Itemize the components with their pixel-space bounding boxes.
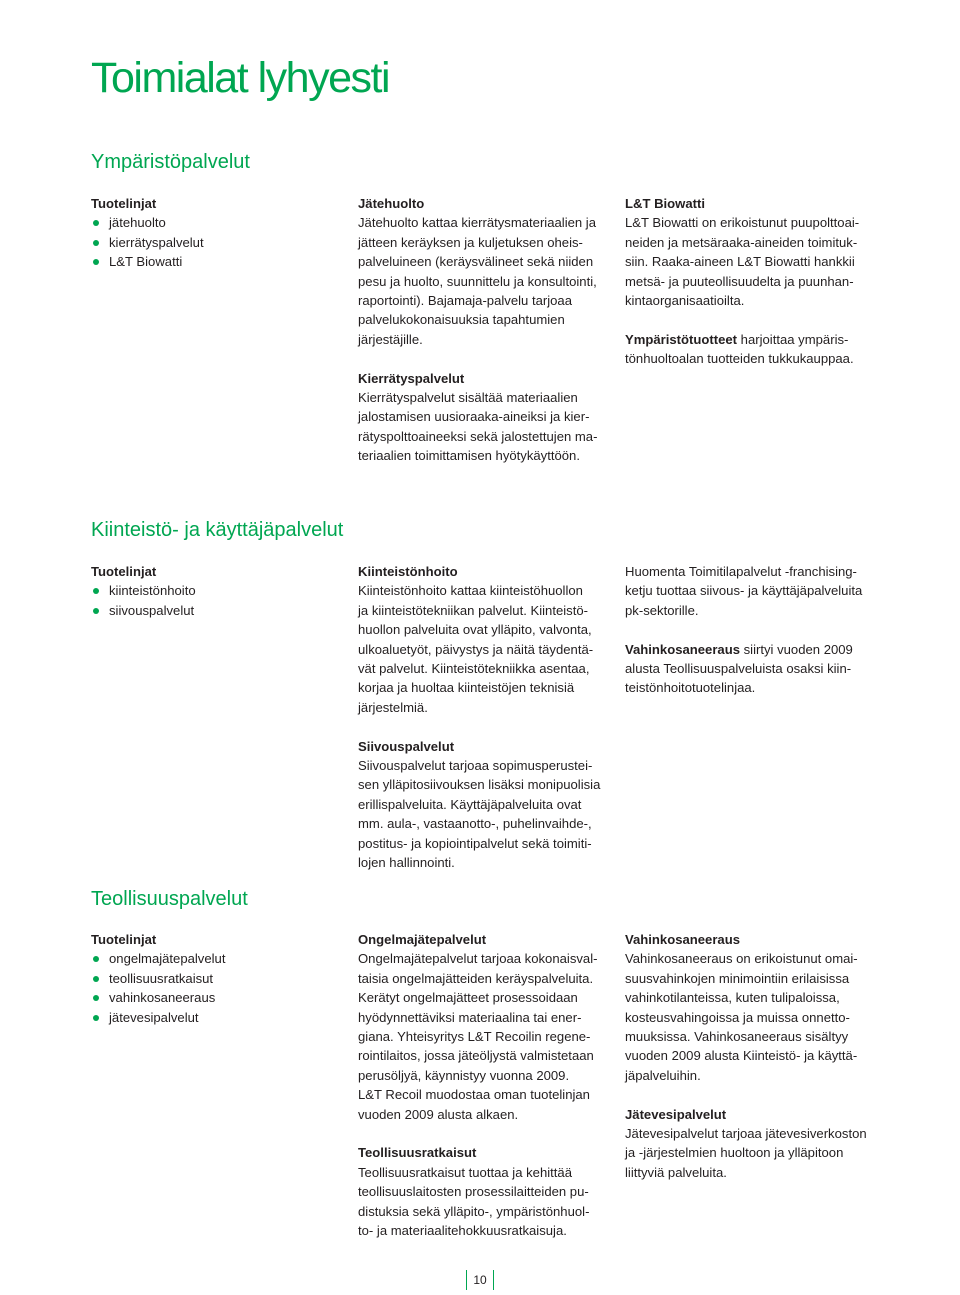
paragraph-line: ja -järjestelmien huoltoon ja ylläpitoon [625, 1145, 844, 1161]
subheading: Vahinkosaneeraus [625, 932, 740, 947]
list-item: L&T Biowatti [91, 252, 321, 271]
paragraph-line: sen ylläpitosiivouksen lisäksi monipuolisia [358, 777, 601, 793]
paragraph-line: kosteusvahingoissa ja muissa onnetto- [625, 1009, 850, 1025]
list-item: vahinkosaneeraus [91, 988, 321, 1007]
paragraph-line: tönhuoltoalan tuotteiden tukkukauppaa. [625, 351, 854, 367]
paragraph-line: kintaorganisaatioilta. [625, 293, 745, 309]
paragraph-line: Jätevesipalvelut tarjoaa jätevesiverkoston [625, 1126, 867, 1142]
lead-rest: harjoittaa ympäris- [737, 331, 849, 347]
paragraph-line: muuksissa. Vahinkosaneeraus sisältyy [625, 1029, 849, 1045]
product-lines-heading: Tuotelinjat [91, 564, 157, 579]
paragraph-line: postitus- ja kopiointipalvelut sekä toimiti- [358, 835, 592, 851]
section-heading-ymparisto: Ympäristöpalvelut [91, 151, 250, 173]
paragraph-line: teistönhoitotuotelinjaa. [625, 680, 756, 696]
paragraph-line: järjestelmiä. [358, 699, 428, 715]
product-lines-kiinteisto [91, 562, 321, 620]
paragraph-line: giana. Yhteisyritys L&T Recoilin regene- [358, 1029, 591, 1045]
paragraph-line: Kiinteistönhoito kattaa kiinteistöhuollon [358, 583, 583, 599]
bold-lead: Vahinkosaneeraus [625, 641, 740, 657]
paragraph-line: palvelukokonaisuuksia tapahtumien [358, 312, 565, 328]
paragraph-line: palveluineen (keräysvälineet sekä niiden [358, 254, 594, 270]
paragraph-line: to- ja materiaalitehokkuusratkaisuja. [358, 1223, 567, 1239]
paragraph-line: erillispalveluita. Käyttäjäpalveluita ovat [358, 796, 582, 812]
paragraph-line: metsä- ja puuteollisuudelta ja puunhan- [625, 273, 854, 289]
paragraph-line: Ongelmajätepalvelut tarjoaa kokonaisval- [358, 951, 598, 967]
list-item: jätevesipalvelut [91, 1008, 321, 1027]
page-number-divider [466, 1270, 467, 1290]
description-col2-kiinteisto [358, 562, 608, 872]
subheading: Ongelmajätepalvelut [358, 932, 487, 947]
paragraph-line: Teollisuusratkaisut tuottaa ja kehittää [358, 1164, 572, 1180]
product-lines-list [91, 213, 321, 271]
paragraph-line: rointilaitos, jossa jäteöljystä valmistetaan [358, 1048, 594, 1064]
paragraph-line: siin. Raaka-aineen L&T Biowatti hankkii [625, 254, 855, 270]
subheading: Kierrätyspalvelut [358, 370, 465, 386]
paragraph-line: pesu ja huolto, suunnittelu ja konsultointi, [358, 273, 597, 289]
section-heading-kiinteisto: Kiinteistö- ja käyttäjäpalvelut [91, 519, 344, 541]
paragraph-line: vahinkotilanteissa, kuten tulipaloissa, [625, 990, 840, 1006]
product-lines-list [91, 581, 321, 620]
paragraph-line: Kerätyt ongelmajätteet prosessoidaan [358, 990, 578, 1006]
paragraph-line: ketju tuottaa siivous- ja käyttäjäpalveluita [625, 583, 863, 599]
bold-lead: Ympäristötuotteet [625, 331, 738, 347]
description-col3-teollisuus [625, 930, 875, 1182]
product-lines-list [91, 949, 321, 1027]
list-item: kiinteistönhoito [91, 581, 321, 600]
description-col3-ymparisto [625, 194, 875, 369]
page-title: Toimialat lyhyesti [91, 54, 389, 102]
paragraph-line: taisia ongelmajätteiden keräyspalveluita. [358, 970, 594, 986]
paragraph-line: jätteen keräyksen ja kuljetuksen oheis- [358, 234, 583, 250]
product-lines-teollisuus [91, 930, 321, 1027]
description-col2-teollisuus [358, 930, 608, 1240]
subheading: Kiinteistönhoito [358, 564, 458, 579]
product-lines-heading: Tuotelinjat [91, 196, 157, 211]
paragraph-line: perusöljyä, käynnistyy vuonna 2009. [358, 1067, 570, 1083]
paragraph-line: jalostamisen uusioraaka-aineiksi ja kier- [358, 409, 590, 425]
paragraph-line: teollisuuslaitosten prosessilaitteiden pu- [358, 1184, 589, 1200]
list-item: siivouspalvelut [91, 601, 321, 620]
page-number [466, 1270, 494, 1290]
paragraph-line: teriaalien toimittamisen hyötykäyttöön. [358, 448, 580, 464]
paragraph-line: L&T Biowatti on erikoistunut puupolttoai- [625, 215, 860, 231]
description-col2-ymparisto [358, 194, 608, 466]
paragraph-line: korjaa ja huoltaa kiinteistöjen teknisiä [358, 680, 575, 696]
paragraph-line: jäpalveluihin. [625, 1067, 701, 1083]
paragraph-line: ja kiinteistötekniikan palvelut. Kiinteistö- [358, 602, 588, 618]
paragraph-line: suusvahinkojen minimointiin erilaisissa [625, 970, 850, 986]
paragraph-line [625, 640, 875, 659]
paragraph-line: ulkoaluetyöt, päivystys ja näitä täydentä- [358, 641, 594, 657]
product-lines-ymparisto [91, 194, 321, 272]
paragraph-line: Jätehuolto kattaa kierrätysmateriaalien ja [358, 215, 596, 231]
paragraph-line: Vahinkosaneeraus on erikoistunut omai- [625, 951, 858, 967]
subheading: L&T Biowatti [625, 196, 706, 211]
paragraph-line: alusta Teollisuuspalveluista osaksi kiin- [625, 661, 852, 677]
list-item: ongelmajätepalvelut [91, 949, 321, 968]
section-heading-teollisuus: Teollisuuspalvelut [91, 888, 248, 910]
paragraph-line: vuoden 2009 alusta Kiinteistö- ja käyttä- [625, 1048, 858, 1064]
paragraph-line: vuoden 2009 alusta alkaen. [358, 1106, 519, 1122]
lead-rest: siirtyi vuoden 2009 [740, 641, 853, 657]
paragraph-line: lojen hallinnointi. [358, 855, 455, 871]
paragraph-line: distuksia sekä ylläpito-, ympäristönhuol- [358, 1203, 590, 1219]
paragraph-line: Huomenta Toimitilapalvelut -franchising- [625, 564, 857, 579]
paragraph-line: neiden ja metsäraaka-aineiden toimituk- [625, 234, 858, 250]
list-item: jätehuolto [91, 213, 321, 232]
paragraph-line: raportointi). Bajamaja-palvelu tarjoaa [358, 293, 572, 309]
list-item: teollisuusratkaisut [91, 969, 321, 988]
page-number-divider [493, 1270, 494, 1290]
paragraph-line: L&T Recoil muodostaa oman tuotelinjan [358, 1087, 590, 1103]
paragraph-line [625, 330, 875, 349]
product-lines-heading: Tuotelinjat [91, 932, 157, 947]
paragraph-line: rätyspolttoaineeksi sekä jalostettujen ma- [358, 428, 598, 444]
list-item: kierrätyspalvelut [91, 233, 321, 252]
subheading: Jätehuolto [358, 196, 425, 211]
description-col3-kiinteisto [625, 562, 875, 698]
paragraph-line: liittyviä palveluita. [625, 1164, 727, 1180]
paragraph-line: hyödynnettäviksi materiaalina tai ener- [358, 1009, 582, 1025]
paragraph-line: Kierrätyspalvelut sisältää materiaalien [358, 390, 578, 406]
paragraph-line: pk-sektorille. [625, 602, 699, 618]
paragraph-line: huollon palveluita ovat ylläpito, valvonta, [358, 622, 592, 638]
paragraph-line: vät palvelut. Kiinteistötekniikka asentaa, [358, 661, 590, 677]
page-number-text: 10 [473, 1273, 487, 1287]
paragraph-line: järjestäjille. [358, 331, 423, 347]
paragraph-line: mm. aula-, vastaanotto-, puhelinvaihde-, [358, 816, 592, 832]
subheading: Teollisuusratkaisut [358, 1145, 477, 1161]
paragraph-line: Siivouspalvelut tarjoaa sopimusperustei- [358, 758, 593, 774]
subheading: Siivouspalvelut [358, 738, 455, 754]
subheading: Jätevesipalvelut [625, 1106, 727, 1122]
